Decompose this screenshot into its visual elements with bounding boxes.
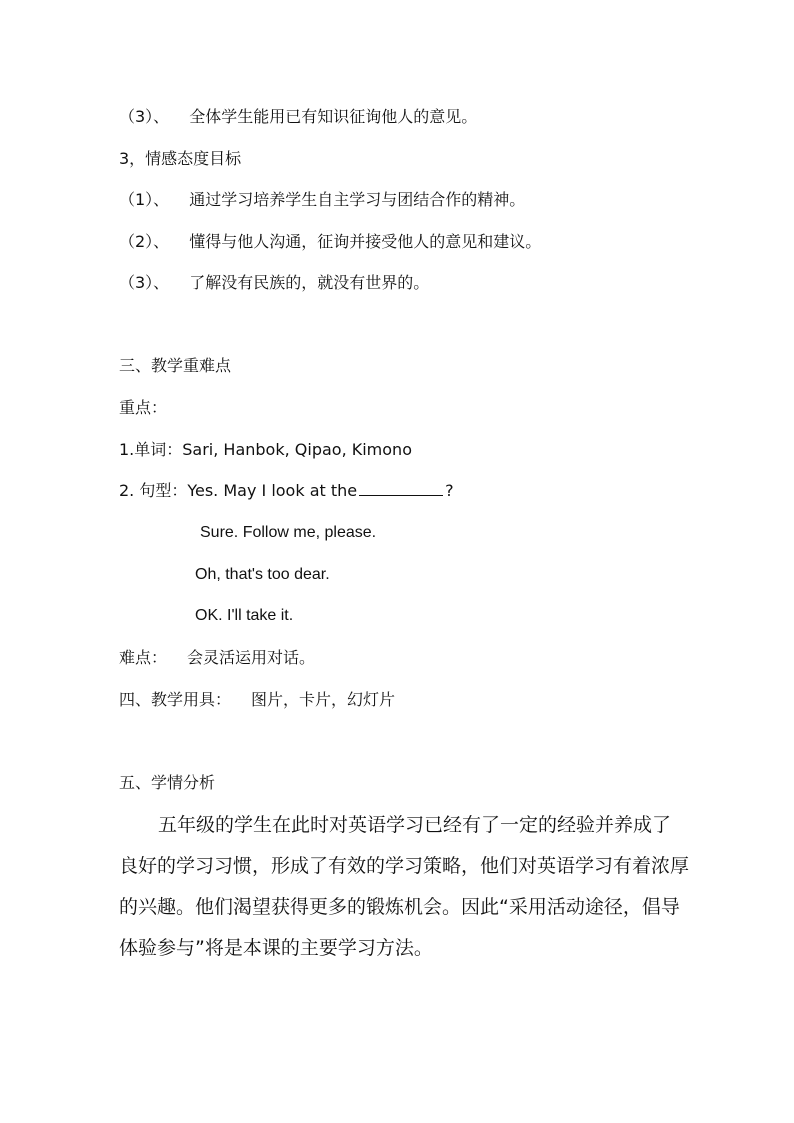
affective-item-3	[119, 273, 429, 293]
heading-key-points: 三、教学重难点	[119, 356, 232, 375]
tools-line	[119, 690, 395, 710]
objective-item-3	[119, 107, 477, 127]
analysis-line-2: 良好的学习习惯，形成了有效的学习策略，他们对英语学习有着浓厚	[119, 855, 690, 877]
vocab-line: 1.单词：Sari, Hanbok, Qipao, Kimono	[119, 440, 412, 459]
item-number: （3）、	[119, 107, 170, 126]
sentence-example-1: Sure. Follow me, please.	[200, 524, 377, 541]
difficult-label: 难点：	[119, 648, 168, 667]
section-title-affective: 3，情感态度目标	[119, 149, 242, 168]
sentence-example-2: Oh, that's too dear.	[195, 566, 330, 583]
item-text: 了解没有民族的，就没有世界的。	[189, 273, 430, 292]
analysis-line-3: 的兴趣。他们渴望获得更多的锻炼机会。因此“采用活动途径，倡导	[119, 896, 680, 918]
fill-in-blank	[359, 481, 443, 496]
item-text: 全体学生能用已有知识征询他人的意见。	[189, 107, 478, 126]
item-number: （3）、	[119, 273, 170, 292]
tools-items: 图片，卡片，幻灯片	[251, 690, 396, 709]
affective-item-1	[119, 190, 525, 210]
affective-item-2	[119, 232, 541, 252]
item-number: （1）、	[119, 190, 170, 209]
item-number: （2）、	[119, 232, 170, 251]
item-text: 懂得与他人沟通，征询并接受他人的意见和建议。	[189, 232, 542, 251]
sentence-pattern-line	[119, 481, 454, 501]
difficult-text: 会灵活运用对话。	[187, 648, 316, 667]
analysis-line-1: 五年级的学生在此时对英语学习已经有了一定的经验并养成了	[158, 814, 672, 836]
item-text: 通过学习培养学生自主学习与团结合作的精神。	[189, 190, 526, 209]
heading-tools: 四、教学用具：	[119, 690, 232, 709]
sentence-suffix: ?	[445, 481, 454, 500]
sentence-example-3: OK. I'll take it.	[195, 607, 294, 624]
key-points-label: 重点：	[119, 398, 168, 417]
difficult-point-line	[119, 648, 315, 668]
heading-analysis: 五、学情分析	[119, 773, 216, 792]
sentence-prefix: 2. 句型：Yes. May I look at the	[119, 481, 358, 500]
analysis-line-4: 体验参与”将是本课的主要学习方法。	[119, 937, 433, 959]
